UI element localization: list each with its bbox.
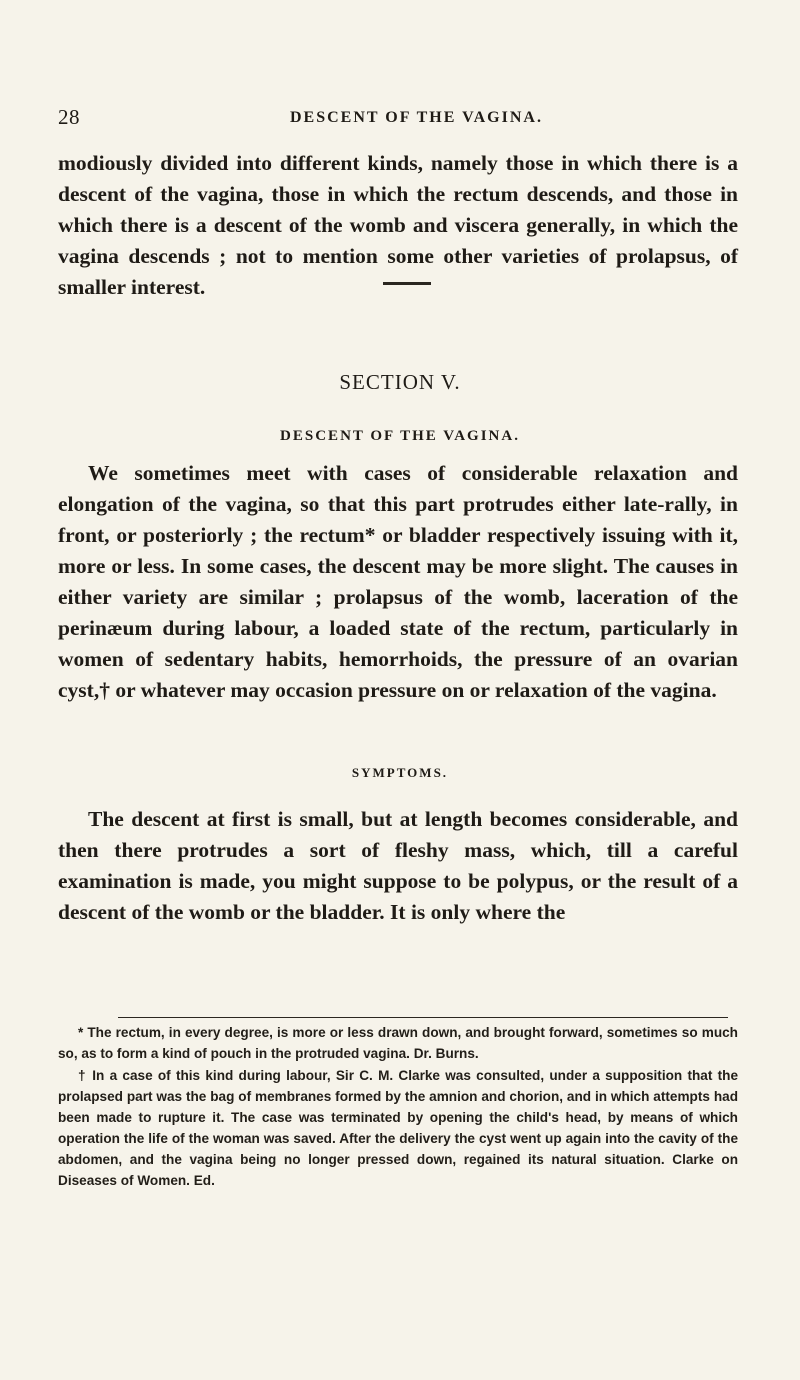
section-title: SECTION V. [339, 370, 461, 394]
footnotes [58, 1022, 738, 1191]
footnote-rectum: * The rectum, in every degree, is more or less drawn down, and brought forward, sometimes so much so, as to form a kind of pouch in the protruded vagina. Dr. Burns. [58, 1025, 738, 1061]
section-subtitle: DESCENT OF THE VAGINA. [280, 428, 520, 444]
symptoms-heading: SYMPTOMS. [351, 765, 449, 780]
paragraph-symptoms: The descent at first is small, but at length becomes considerable, and then there protrudes a sort of fleshy mass, which, till a careful examination is made, you might suppose to be polypus, or the result of a descent of the womb or the bladder. It is only where the [58, 807, 738, 924]
page-header [0, 105, 800, 135]
paragraph-causes: We sometimes meet with cases of considerable relaxation and elongation of the vagina, so that this part protrudes either late-rally, in front, or posteriorly ; the rectum* or bladder respectively issuing with it, more or less. In some cases, the descent may be more slight. The causes in either variety are similar ; prolapsus of the womb, laceration of the perinæum during labour, a loaded state of the rectum, particularly in women of sedentary habits, hemorrhoids, the pressure of an ovarian cyst,† or whatever may occasion pressure on or relaxation of the vagina. [58, 461, 738, 702]
paragraph-intro: modiously divided into different kinds, namely those in which there is a descent of the vagina, those in which the rectum descends, and those in which there is a descent of the womb and viscera generally, in which the vagina descends ; not to mention some other varieties of prolapsus, of smaller interest. [58, 151, 738, 299]
footnote-rule [118, 1017, 728, 1018]
running-head: DESCENT OF THE VAGINA. [290, 109, 543, 126]
page-number: 28 [58, 105, 80, 129]
section-divider [383, 282, 431, 285]
footnote-clarke-case: † In a case of this kind during labour, Sir C. M. Clarke was consulted, under a supposition that the prolapsed part was the bag of membranes formed by the amnion and chorion, and in which attempts had been made to rupture it. The case was terminated by opening the child's head, by means of which operation the life of the woman was saved. After the delivery the cyst went up again into the cavity of the abdomen, and the vagina being no longer pressed down, regained its natural situation. Clarke on Diseases of Women. Ed. [58, 1068, 738, 1188]
